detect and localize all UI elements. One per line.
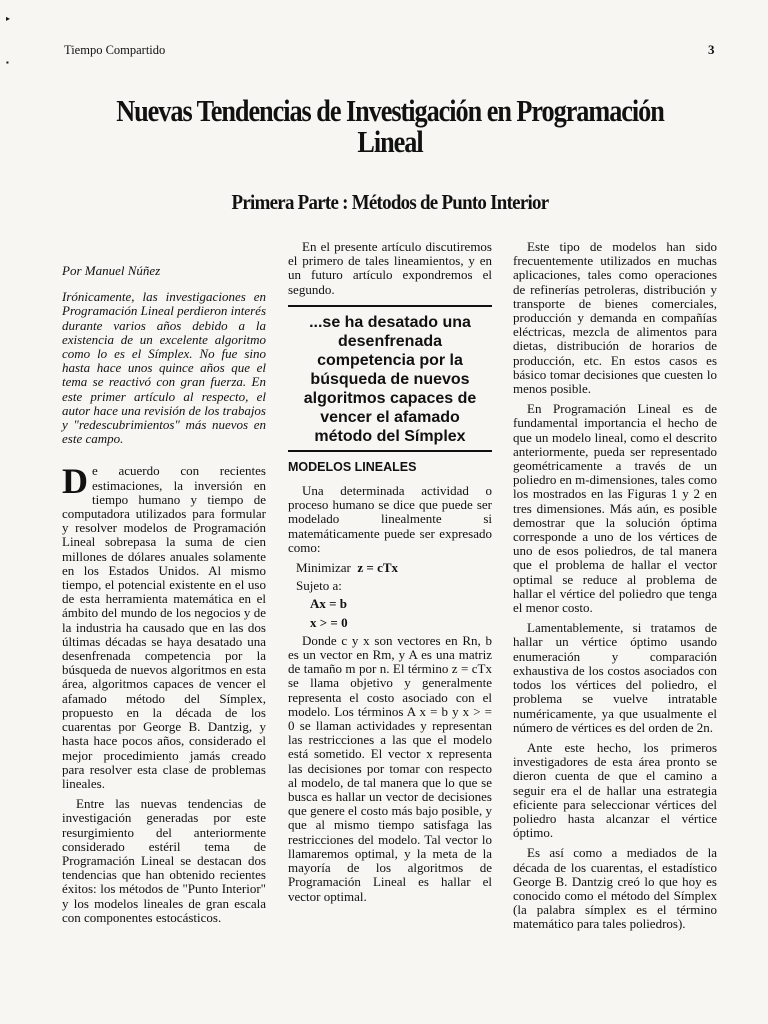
author-byline: Por Manuel Núñez — [62, 263, 161, 278]
paragraph: Una determinada actividad o proceso humano se dice que puede ser modelado linealmente si matemáticamente puede ser expresado como: — [288, 483, 492, 555]
section-heading: MODELOS LINEALES — [288, 459, 417, 474]
running-head: Tiempo Compartido — [64, 43, 166, 57]
subject-to-label: Sujeto a: — [296, 578, 342, 594]
page-number: 3 — [708, 42, 715, 57]
paragraph: Ante este hecho, los primeros investigadores de esta área pronto se dieron cuenta de que el camino a seguir era el de hallar una estrategia eficiente para seleccionar vértices del poliedro hasta alcanzar el vértice óptimo. — [513, 739, 717, 841]
abstract: Irónicamente, las investigaciones en Programación Lineal perdieron interés durante varios años debido a la existencia de un excelente algoritmo como lo es el Símplex. No fue sino hasta hace unos quince años que el tema se reactivó con gran fuerza. En este primer artículo al respecto, el autor hace una revisión de los trabajos y "redescubrimientos" más nuevos en este campo. — [62, 289, 267, 447]
constraint-equality: Ax = b — [310, 596, 348, 612]
paragraph: Entre las nuevas tendencias de investigación generadas por este resurgimiento del anteriormente considerado estéril tema de Programación Lineal se destacan dos tendencias que han obtenido recientes éxitos: los métodos de "Punto Interior" y los modelos lineales de gran escala con componentes estocásticos. — [62, 796, 266, 925]
pull-quote: ...se ha desatado una desenfrenada competencia por la búsqueda de nuevos algoritmos capaces de vencer el afamado método del Símplex — [288, 305, 492, 452]
paragraph: Lamentablemente, si tratamos de hallar un vértice óptimo usando enumeración y comparación exhaustiva de los costos asociados con todos los vértices del poliedro, el problema se vuelve intratable numéricamente, ya que usualmente el número de vértices es del orden de 2n. — [513, 620, 717, 735]
objective-line — [288, 561, 492, 575]
constraint-nonnegativity: x > = 0 — [310, 614, 348, 630]
paragraph: Es así como a mediados de la década de los cuarentas, el estadístico George B. Dantzig creó lo que hoy es conocido como el método del Símplex (la palabra símplex es el término matemático para tales poliedros). — [513, 845, 717, 932]
article-subtitle: Primera Parte : Métodos de Punto Interior — [231, 190, 549, 214]
article-title: Nuevas Tendencias de Investigación en Programación Lineal — [116, 94, 664, 159]
column-2 — [288, 240, 492, 910]
column-1 — [62, 240, 266, 931]
margin-mark: ▪ — [6, 58, 9, 67]
minimize-label: Minimizar — [296, 560, 351, 576]
paragraph: En el presente artículo discutiremos el primero de tales lineamientos, y en un futuro artículo expondremos el segundo. — [288, 239, 492, 297]
margin-mark: ▸ — [6, 14, 11, 23]
lead-paragraph — [62, 461, 266, 791]
drop-cap: D — [62, 461, 88, 502]
paragraph: Donde c y x son vectores en Rn, b es un vector en Rm, y A es una matriz de tamaño m por n. El término z = cTx se llama objetivo y generalmente representa el costo asociado con el modelo. Los términos A x = b y x > = 0 se llaman actividades y representan las restricciones a las que el modelo está sometido. El vector x representa las decisiones por tomar con respecto al modelo, de tal manera que lo que se busca es hallar un vector de decisiones que genere el costo más bajo posible, y que al mismo tiempo satisfaga las restricciones del modelo. Tal vector lo llamaremos optimal, y la meta de la mayoría de los algoritmos de Programación Lineal es hallar el vector optimal. — [288, 632, 492, 904]
column-3 — [513, 240, 717, 938]
paragraph: En Programación Lineal es de fundamental importancia el hecho de que un modelo lineal, como el descrito anteriormente, pueda ser representado geométricamente a través de un poliedro en m-dimensiones, tales como los mostrados en las Figuras 1 y 2 en tres dimensiones. Más aún, es posible demostrar que la solución óptima corresponde a uno de los vértices de uno de esos poliedros, de tal manera que el problema de hallar el vector optimal se reduce al problema de hallar el vértice del poliedro que tenga el menor costo. — [513, 401, 717, 616]
paragraph: Este tipo de modelos han sido frecuentemente utilizados en muchas aplicaciones, tales como operaciones de refinerías petroleras, distribución y transporte de bienes comerciales, producción y demanda en compañías eléctricas, mezcla de alimentos para dietas, distribución de horarios de producción, etc. En estos casos es básico tomar decisiones que cuesten lo menos posible. — [513, 239, 717, 397]
paragraph-text: e acuerdo con recientes estimaciones, la inversión en tiempo humano y tiempo de computadora utilizados para formular y resolver modelos de Programación Lineal sobrepasa la suma de cien millones de dólares anuales solamente en los Estados Unidos. Al mismo tiempo, el potencial existente en el uso de esta herramienta matemática en el ámbito del mundo de los negocios y de la industria ha causado que en las dos últimas décadas se haya desatado una desenfrenada competencia por la búsqueda de nuevos algoritmos en esta área, algoritmos capaces de vencer el afamado método del Símplex, propuesto en la década de los cuarentas por George B. Dantzig, y hasta hace pocos años, considerado el mejor procedimiento jamás creado para resolver esta clase de problemas lineales. — [62, 463, 266, 791]
objective-expression: z = cTx — [357, 560, 399, 576]
